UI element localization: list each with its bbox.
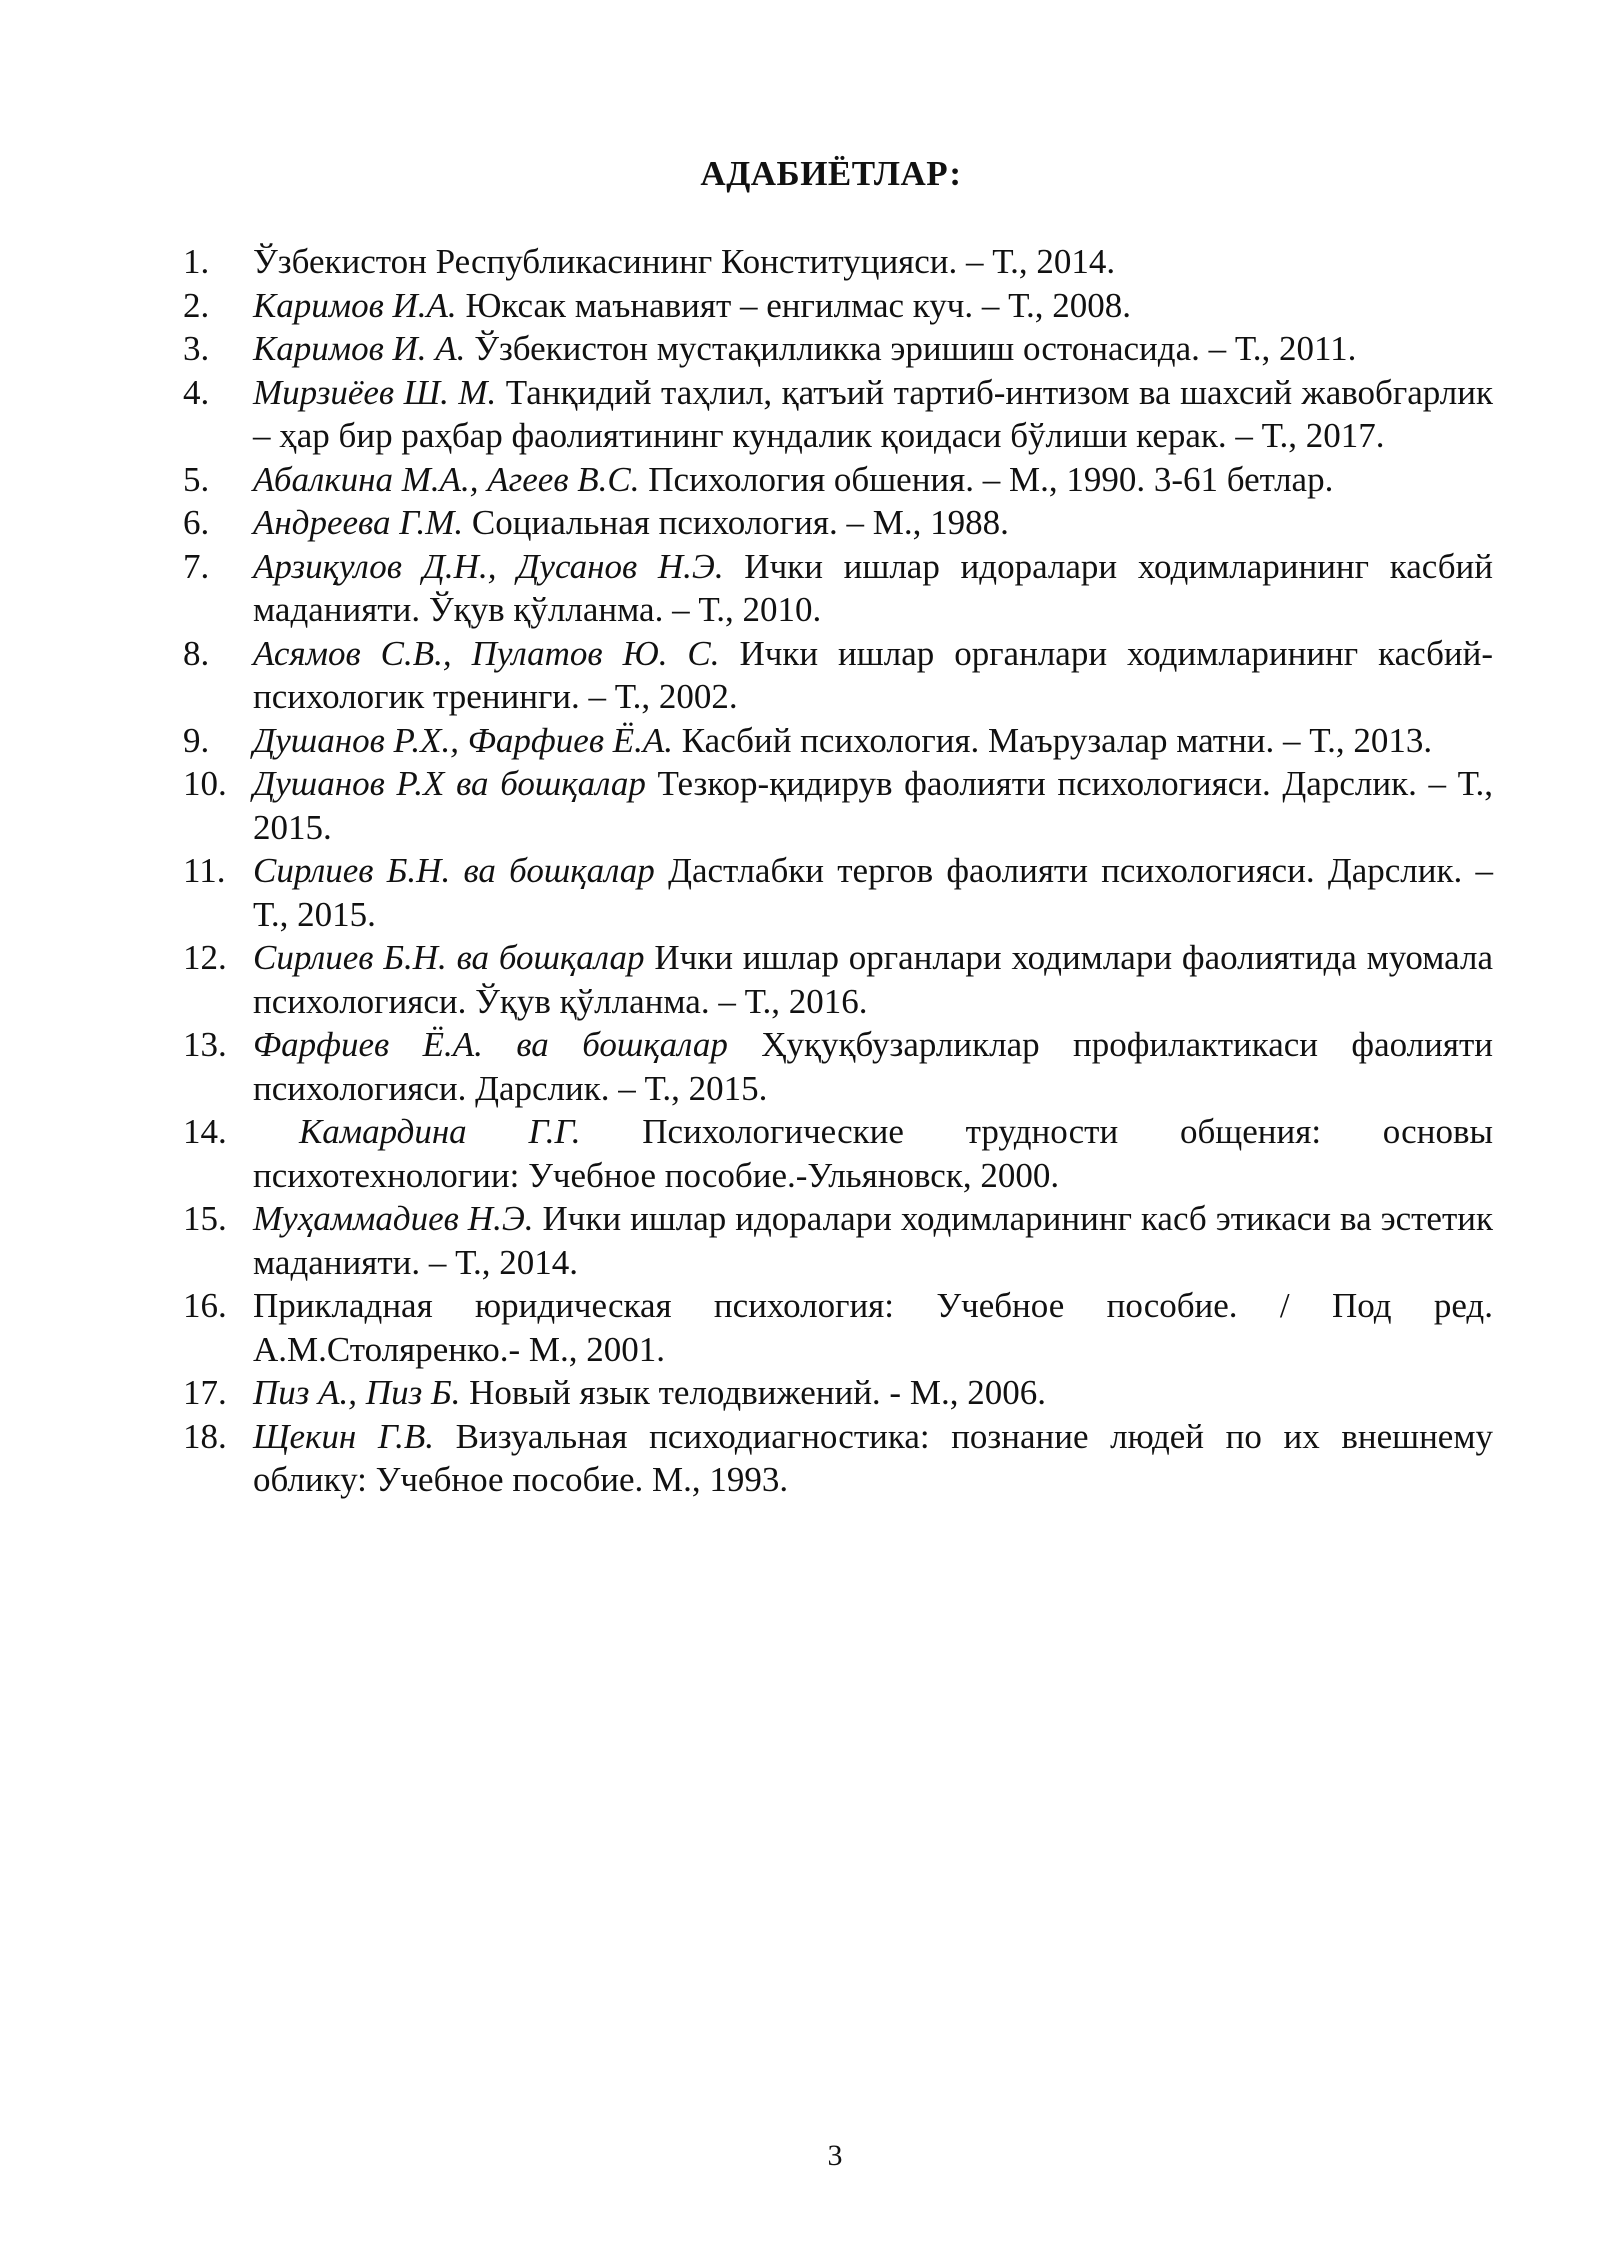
- reference-text: Новый язык телодвижений. - М., 2006.: [460, 1373, 1046, 1412]
- page-title: АДАБИЁТЛАР:: [700, 154, 962, 193]
- reference-number: 9.: [183, 720, 210, 760]
- reference-entry: [253, 1415, 1493, 1502]
- reference-item: [183, 458, 1493, 502]
- reference-number: 18.: [183, 1416, 227, 1456]
- reference-number: 11.: [183, 851, 226, 890]
- reference-text: Психология обшения. – М., 1990. 3-61 бетлар.: [639, 459, 1334, 499]
- reference-author: Душанов Р.Х ва бошқалар: [253, 764, 646, 803]
- reference-number: 1.: [183, 242, 210, 281]
- reference-number: 6.: [183, 503, 210, 542]
- reference-entry: [253, 1110, 1493, 1197]
- reference-entry: [253, 936, 1493, 1023]
- reference-entry: [253, 1197, 1493, 1284]
- reference-item: [183, 545, 1493, 632]
- reference-item: [183, 936, 1493, 1023]
- reference-item: [183, 849, 1493, 936]
- page-number: 3: [827, 2139, 843, 2172]
- reference-author: Арзиқулов Д.Н., Дусанов Н.Э.: [253, 546, 724, 586]
- reference-text: Юксак маънавият – енгилмас куч. – Т., 2008.: [456, 285, 1132, 325]
- reference-author: Душанов Р.Х., Фарфиев Ё.А.: [253, 720, 674, 760]
- reference-text: Тезкор-қидирув фаолияти психологияси. Дарслик. – Т., 2015.: [253, 764, 1493, 847]
- reference-author: Каримов И.А.: [253, 285, 457, 325]
- reference-item: [183, 1023, 1493, 1110]
- reference-item: [183, 284, 1493, 328]
- reference-text: Дастлабки тергов фаолияти психологияси. Дарслик. – Т., 2015.: [253, 851, 1494, 934]
- reference-entry: [253, 632, 1493, 719]
- reference-item: [183, 1197, 1493, 1284]
- reference-number: 15.: [183, 1199, 227, 1238]
- reference-entry: [253, 371, 1493, 458]
- reference-number: 14.: [183, 1112, 227, 1151]
- reference-author: Асямов С.В., Пулатов Ю. С.: [253, 633, 720, 673]
- reference-author: Пиз А., Пиз Б.: [253, 1373, 461, 1412]
- reference-entry: [253, 458, 1493, 502]
- reference-number: 17.: [183, 1373, 227, 1412]
- reference-text: Психологические трудности общения: основы психотехнологии: Учебное пособие.-Ульяновск, 2000.: [253, 1112, 1493, 1195]
- reference-number: 5.: [183, 459, 210, 499]
- reference-text: Ўзбекистон Республикасининг Конституцияси. – Т., 2014.: [253, 242, 1116, 281]
- reference-number: 2.: [183, 285, 210, 325]
- reference-text: Ҳуқуқбузарликлар профилактикаси фаолияти психологияси. Дарслик. – Т., 2015.: [253, 1025, 1494, 1108]
- reference-entry: [253, 762, 1493, 849]
- reference-author: Андреева Г.М.: [253, 503, 464, 542]
- reference-item: [183, 1371, 1493, 1415]
- reference-list: [183, 240, 1493, 1502]
- reference-item: [183, 1110, 1493, 1197]
- reference-author: Камардина Г.Г.: [299, 1112, 581, 1151]
- reference-text: Ўзбекистон мустақилликка эришиш остонасида. – Т., 2011.: [465, 329, 1357, 368]
- reference-number: 4.: [183, 372, 210, 412]
- reference-author: Каримов И. А.: [253, 329, 466, 368]
- reference-entry: [253, 284, 1493, 328]
- reference-item: [183, 240, 1493, 284]
- reference-item: [183, 327, 1493, 371]
- reference-number: 12.: [183, 938, 227, 977]
- reference-entry: [253, 545, 1493, 632]
- reference-author: Фарфиев Ё.А. ва бошқалар: [253, 1025, 728, 1064]
- reference-text: Ички ишлар идоралари ходимларининг касб этикаси ва эстетик маданияти. – Т., 2014.: [253, 1199, 1493, 1282]
- reference-entry: [253, 327, 1493, 371]
- reference-text: Ички ишлар идоралари ходимларининг касбий маданияти. Ўқув қўлланма. – Т., 2010.: [253, 546, 1493, 629]
- reference-item: [183, 501, 1493, 545]
- reference-author: Сирлиев Б.Н. ва бошқалар: [253, 851, 655, 890]
- reference-text: Социальная психология. – М., 1988.: [463, 503, 1009, 542]
- reference-item: [183, 762, 1493, 849]
- reference-item: [183, 1415, 1493, 1502]
- reference-text: Визуальная психодиагностика: познание людей по их внешнему облику: Учебное пособие. М., 1993.: [253, 1416, 1493, 1499]
- reference-item: [183, 1284, 1493, 1371]
- reference-number: 13.: [183, 1025, 227, 1064]
- reference-entry: [253, 1371, 1493, 1415]
- reference-number: 8.: [183, 633, 210, 673]
- reference-entry: [253, 849, 1493, 936]
- reference-entry: [253, 1023, 1493, 1110]
- reference-author: Сирлиев Б.Н. ва бошқалар: [253, 938, 645, 977]
- reference-entry: [253, 719, 1493, 763]
- reference-author: Мирзиёев Ш. М.: [253, 372, 497, 412]
- reference-item: [183, 632, 1493, 719]
- reference-number: 7.: [183, 546, 210, 586]
- reference-number: 3.: [183, 329, 210, 368]
- reference-entry: [253, 1284, 1493, 1371]
- reference-number: 10.: [183, 764, 227, 803]
- reference-item: [183, 371, 1493, 458]
- reference-author: Муҳаммадиев Н.Э.: [253, 1199, 534, 1238]
- reference-text: Ички ишлар органлари ходимлари фаолиятида муомала психологияси. Ўқув қўлланма. – Т., 2016.: [253, 938, 1493, 1021]
- reference-text: Прикладная юридическая психология: Учебное пособие. / Под ред. А.М.Столяренко.- М., 2001.: [253, 1286, 1493, 1369]
- reference-author: Щекин Г.В.: [253, 1416, 435, 1456]
- reference-text: Ички ишлар органлари ходимларининг касбий-психологик тренинги. – Т., 2002.: [253, 633, 1493, 716]
- reference-author: Абалкина М.А., Агеев В.С.: [253, 459, 640, 499]
- reference-entry: [253, 501, 1493, 545]
- reference-item: [183, 719, 1493, 763]
- reference-entry: [253, 240, 1493, 284]
- reference-number: 16.: [183, 1286, 227, 1325]
- reference-text: Касбий психология. Маърузалар матни. – Т., 2013.: [673, 720, 1433, 760]
- reference-text: Танқидий таҳлил, қатъий тартиб-интизом ва шахсий жавобгарлик – ҳар бир раҳбар фаолиятининг кундалик қоидаси бўлиши керак. – Т., 2017.: [253, 372, 1493, 455]
